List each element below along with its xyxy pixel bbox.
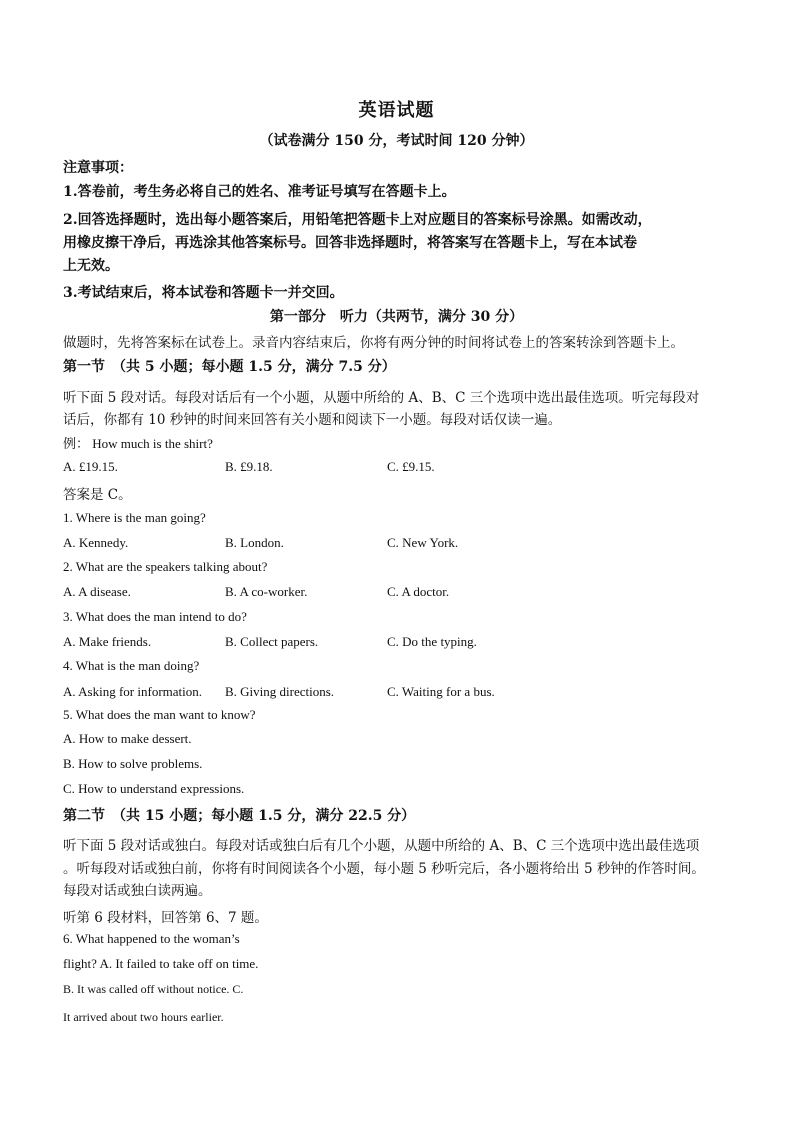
notice-heading: 注意事项：: [63, 160, 133, 176]
section1-intro-line-1: 听下面 5 段对话。每段对话后有一个小题，从题中所给的 A、B、C 三个选项中选出最佳选项。听完每段对: [63, 390, 700, 406]
question-4-option-c: C. Waiting for a bus.: [387, 684, 495, 699]
notice-item-1: 1.答卷前，考生务必将自己的姓名、准考证号填写在答题卡上。: [63, 184, 456, 200]
part1-instruction: 做题时，先将答案标在试卷上。录音内容结束后，你将有两分钟的时间将试卷上的答案转涂到答题卡上。: [63, 335, 684, 351]
question-3: 3. What does the man intend to do?: [63, 609, 247, 624]
section1-title: 第一节 （共 5 小题；每小题 1.5 分，满分 7.5 分）: [63, 359, 396, 375]
question-1-option-a: A. Kennedy.: [63, 535, 129, 550]
notice-item-3: 3.考试结束后，将本试卷和答题卡一并交回。: [63, 285, 344, 301]
notice-item-2-line-1: 2.回答选择题时，选出每小题答案后，用铅笔把答题卡上对应题目的答案标号涂黑。如需改动，: [63, 212, 652, 228]
example-option-b: B. £9.18.: [225, 459, 273, 474]
question-1-option-b: B. London.: [225, 535, 284, 550]
example-option-c: C. £9.15.: [387, 459, 435, 474]
section2-intro-line-1: 听下面 5 段对话或独白。每段对话或独白后有几个小题，从题中所给的 A、B、C 三个选项中选出最佳选项: [63, 838, 700, 854]
question-6-line-2: flight? A. It failed to take off on time.: [63, 956, 259, 971]
exam-info: （试卷满分 150 分，考试时间 120 分钟）: [259, 133, 534, 149]
question-4-option-b: B. Giving directions.: [225, 684, 335, 699]
question-4-option-a: A. Asking for information.: [63, 684, 203, 699]
section1-intro-line-2: 话后，你都有 10 秒钟的时间来回答有关小题和阅读下一小题。每段对话仅读一遍。: [63, 412, 562, 428]
part1-title: 第一部分 听力（共两节，满分 30 分）: [269, 309, 524, 325]
question-1: 1. Where is the man going?: [63, 510, 206, 525]
material-6-heading: 听第 6 段材料，回答第 6、7 题。: [63, 910, 268, 926]
notice-item-2-line-2: 用橡皮擦干净后，再选涂其他答案标号。回答非选择题时，将答案写在答题卡上，写在本试卷: [63, 235, 637, 251]
question-3-option-b: B. Collect papers.: [225, 634, 319, 649]
notice-item-2-line-3: 上无效。: [63, 258, 119, 274]
question-5: 5. What does the man want to know?: [63, 707, 256, 722]
example-question: 例： How much is the shirt?: [63, 436, 213, 451]
question-5-option-c: C. How to understand expressions.: [63, 781, 245, 796]
question-2-option-c: C. A doctor.: [387, 584, 450, 599]
question-6-line-1: 6. What happened to the woman’s: [63, 931, 240, 946]
question-2: 2. What are the speakers talking about?: [63, 559, 268, 574]
question-5-option-a: A. How to make dessert.: [63, 731, 192, 746]
question-3-option-a: A. Make friends.: [63, 634, 152, 649]
example-option-a: A. £19.15.: [63, 459, 118, 474]
section2-intro-line-2: 。听每段对话或独白前，你将有时间阅读各个小题，每小题 5 秒听完后，各小题将给出 5 秒钟的作答时间。: [63, 861, 705, 877]
question-4: 4. What is the man doing?: [63, 658, 200, 673]
question-3-option-c: C. Do the typing.: [387, 634, 477, 649]
section2-intro-line-3: 每段对话或独白读两遍。: [63, 883, 212, 899]
page-title: 英语试题: [358, 100, 435, 121]
example-answer: 答案是 C。: [63, 487, 132, 503]
question-6-line-3: B. It was called off without notice. C.: [63, 982, 244, 996]
question-2-option-a: A. A disease.: [63, 584, 131, 599]
question-2-option-b: B. A co-worker.: [225, 584, 308, 599]
section2-title: 第二节 （共 15 小题；每小题 1.5 分，满分 22.5 分）: [63, 808, 416, 824]
question-6-line-4: It arrived about two hours earlier.: [63, 1010, 224, 1024]
question-5-option-b: B. How to solve problems.: [63, 756, 203, 771]
question-1-option-c: C. New York.: [387, 535, 459, 550]
